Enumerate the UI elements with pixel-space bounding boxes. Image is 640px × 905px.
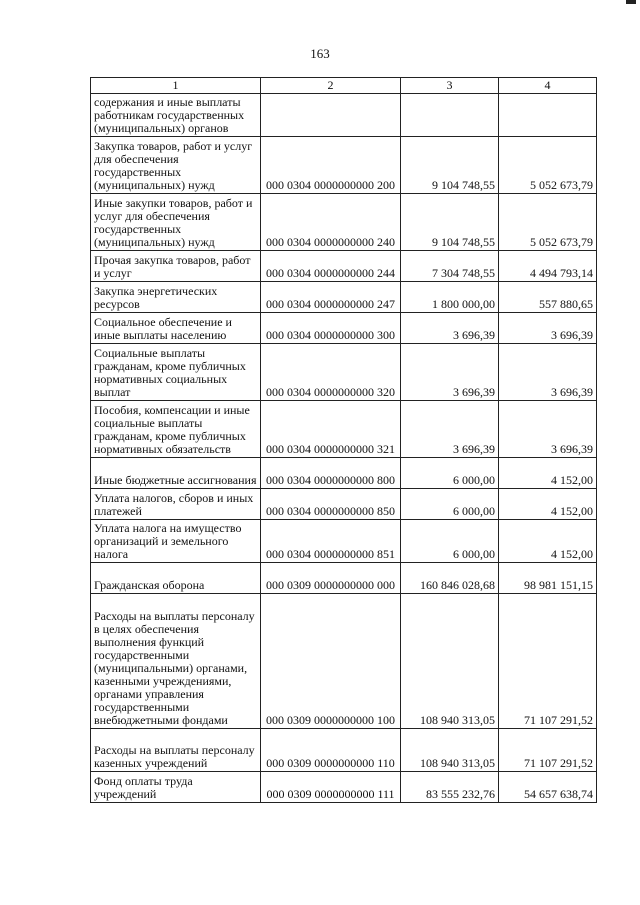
row-planned-sum-cell: 1 800 000,00	[401, 282, 499, 313]
row-name-cell: Гражданская оборона	[91, 563, 261, 594]
row-actual-sum-cell	[499, 94, 597, 137]
row-actual-sum-cell: 3 696,39	[499, 401, 597, 458]
row-name-cell: Закупка товаров, работ и услуг для обеспечения государственных (муниципальных) нужд	[91, 137, 261, 194]
row-code-cell: 000 0309 0000000000 100	[261, 594, 401, 729]
row-actual-sum-cell: 71 107 291,52	[499, 729, 597, 772]
table-row	[91, 251, 597, 282]
row-code-cell: 000 0304 0000000000 300	[261, 313, 401, 344]
row-planned-sum-cell: 9 104 748,55	[401, 194, 499, 251]
row-name-cell: Прочая закупка товаров, работ и услуг	[91, 251, 261, 282]
row-planned-sum-cell: 3 696,39	[401, 344, 499, 401]
row-name-cell: Расходы на выплаты персоналу казенных учреждений	[91, 729, 261, 772]
row-name-cell: Закупка энергетических ресурсов	[91, 282, 261, 313]
table-row	[91, 401, 597, 458]
row-name-cell: Социальное обеспечение и иные выплаты населению	[91, 313, 261, 344]
row-code-cell: 000 0309 0000000000 110	[261, 729, 401, 772]
row-actual-sum-cell: 4 152,00	[499, 458, 597, 489]
row-code-cell: 000 0304 0000000000 247	[261, 282, 401, 313]
row-actual-sum-cell: 557 880,65	[499, 282, 597, 313]
header-col-1: 1	[91, 78, 261, 94]
row-code-cell: 000 0309 0000000000 000	[261, 563, 401, 594]
row-code-cell	[261, 94, 401, 137]
budget-execution-table	[90, 77, 597, 803]
row-planned-sum-cell: 108 940 313,05	[401, 594, 499, 729]
row-actual-sum-cell: 5 052 673,79	[499, 194, 597, 251]
table-header-row	[91, 78, 597, 94]
row-code-cell: 000 0304 0000000000 800	[261, 458, 401, 489]
row-actual-sum-cell: 54 657 638,74	[499, 772, 597, 803]
row-code-cell: 000 0304 0000000000 200	[261, 137, 401, 194]
row-code-cell: 000 0304 0000000000 320	[261, 344, 401, 401]
scan-corner-mark	[626, 0, 636, 4]
row-name-cell: Уплата налогов, сборов и иных платежей	[91, 489, 261, 520]
row-planned-sum-cell: 6 000,00	[401, 520, 499, 563]
table-row	[91, 194, 597, 251]
row-code-cell: 000 0309 0000000000 111	[261, 772, 401, 803]
row-actual-sum-cell: 3 696,39	[499, 313, 597, 344]
row-name-cell: Социальные выплаты гражданам, кроме публичных нормативных социальных выплат	[91, 344, 261, 401]
row-code-cell: 000 0304 0000000000 244	[261, 251, 401, 282]
row-code-cell: 000 0304 0000000000 850	[261, 489, 401, 520]
row-name-cell: Расходы на выплаты персоналу в целях обеспечения выполнения функций государственными (муниципальными) органами, казенными учреждениями, органами управления государственными внебюджетными фондами	[91, 594, 261, 729]
row-actual-sum-cell: 5 052 673,79	[499, 137, 597, 194]
row-actual-sum-cell: 71 107 291,52	[499, 594, 597, 729]
row-name-cell: Иные закупки товаров, работ и услуг для обеспечения государственных (муниципальных) нужд	[91, 194, 261, 251]
header-col-3: 3	[401, 78, 499, 94]
row-actual-sum-cell: 3 696,39	[499, 344, 597, 401]
row-actual-sum-cell: 4 494 793,14	[499, 251, 597, 282]
table-body	[91, 94, 597, 803]
row-name-cell: Фонд оплаты труда учреждений	[91, 772, 261, 803]
row-name-cell: содержания и иные выплаты работникам государственных (муниципальных) органов	[91, 94, 261, 137]
row-planned-sum-cell	[401, 94, 499, 137]
row-planned-sum-cell: 6 000,00	[401, 458, 499, 489]
row-code-cell: 000 0304 0000000000 321	[261, 401, 401, 458]
row-name-cell: Уплата налога на имущество организаций и земельного налога	[91, 520, 261, 563]
table-row	[91, 520, 597, 563]
table-row	[91, 282, 597, 313]
table-row	[91, 729, 597, 772]
row-actual-sum-cell: 4 152,00	[499, 520, 597, 563]
table-row	[91, 344, 597, 401]
header-col-2: 2	[261, 78, 401, 94]
table-row	[91, 772, 597, 803]
row-planned-sum-cell: 7 304 748,55	[401, 251, 499, 282]
row-planned-sum-cell: 83 555 232,76	[401, 772, 499, 803]
row-name-cell: Пособия, компенсации и иные социальные выплаты гражданам, кроме публичных нормативных обязательств	[91, 401, 261, 458]
table-row	[91, 594, 597, 729]
row-planned-sum-cell: 160 846 028,68	[401, 563, 499, 594]
row-planned-sum-cell: 3 696,39	[401, 313, 499, 344]
table-row	[91, 313, 597, 344]
table-row	[91, 137, 597, 194]
table-row	[91, 94, 597, 137]
table-row	[91, 489, 597, 520]
table-row	[91, 458, 597, 489]
header-col-4: 4	[499, 78, 597, 94]
row-planned-sum-cell: 9 104 748,55	[401, 137, 499, 194]
row-code-cell: 000 0304 0000000000 851	[261, 520, 401, 563]
table-row	[91, 563, 597, 594]
row-planned-sum-cell: 3 696,39	[401, 401, 499, 458]
page-number: 163	[310, 46, 330, 61]
row-actual-sum-cell: 4 152,00	[499, 489, 597, 520]
row-planned-sum-cell: 108 940 313,05	[401, 729, 499, 772]
row-actual-sum-cell: 98 981 151,15	[499, 563, 597, 594]
row-planned-sum-cell: 6 000,00	[401, 489, 499, 520]
row-code-cell: 000 0304 0000000000 240	[261, 194, 401, 251]
row-name-cell: Иные бюджетные ассигнования	[91, 458, 261, 489]
